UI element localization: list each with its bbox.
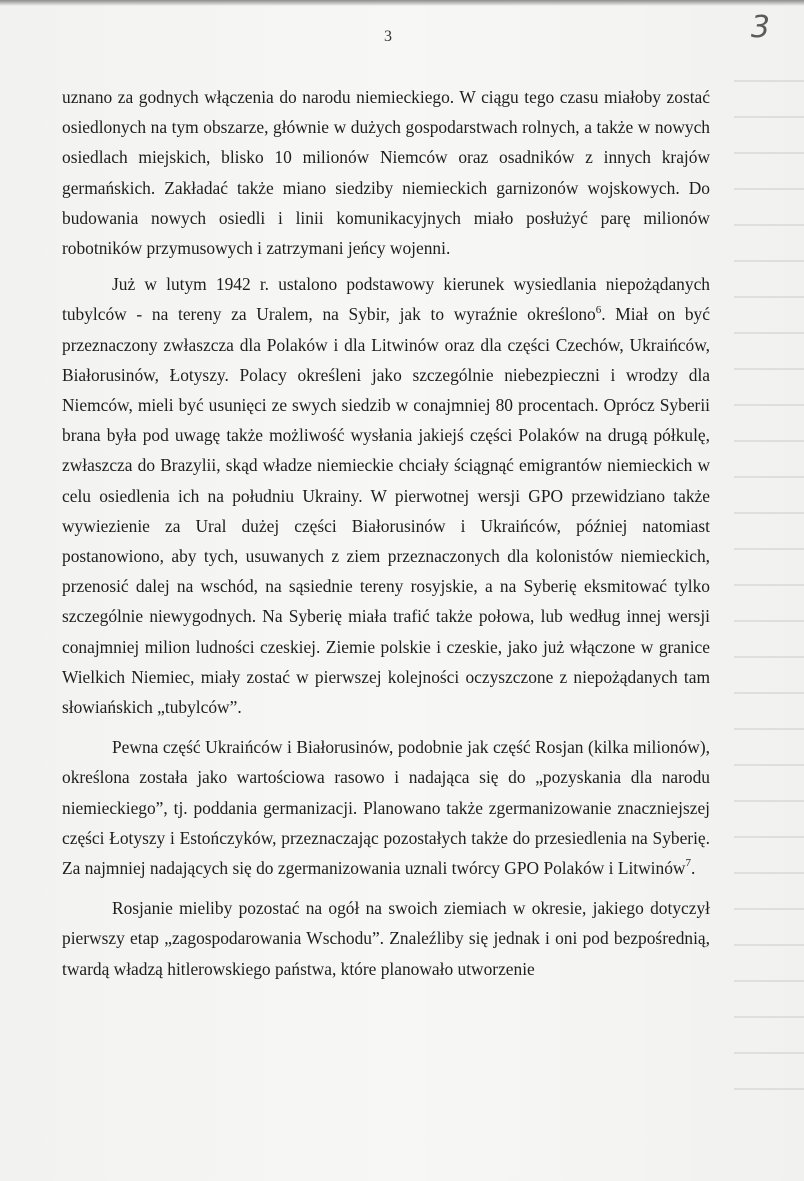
body-text bbox=[62, 82, 710, 984]
paragraph-2-text-a: Już w lutym 1942 r. ustalono podstawowy kierunek wysiedlania niepożądanych tubylców - na tereny za Uralem, na Sybir, jak to wyraźnie określono bbox=[62, 274, 710, 325]
paragraph-1: uznano za godnych włączenia do narodu niemieckiego. W ciągu tego czasu miałoby zostać osiedlonych na tym obszarze, głównie w dużych gospodarstwach rolnych, a także w nowych osiedlach miejskich, blisko 10 milionów Niemców oraz osadników z innych krajów germańskich. Zakładać także miano siedziby niemieckich garnizonów wojskowych. Do budowania nowych osiedli i linii komunikacyjnych miało posłużyć parę milionów robotników przymusowych i zatrzymani jeńcy wojenni. bbox=[62, 87, 710, 259]
footnote-ref-6: 6 bbox=[595, 303, 602, 316]
paragraph-3-text-b: . bbox=[690, 858, 696, 879]
scan-top-edge bbox=[0, 0, 804, 6]
paragraph-3 bbox=[62, 732, 710, 883]
show-through-text bbox=[734, 60, 804, 1120]
paragraph-3-text-a: Pewna część Ukraińców i Białorusinów, podobnie jak część Rosjan (kilka milionów), określona została jako wartościowa rasowo i nadająca się do „pozyskania dla narodu niemieckiego”, tj. poddania germanizacji. Planowano także zgermanizowanie znaczniejszej części Łotyszy i Estończyków, przeznaczając pozostałych także do przesiedlenia na Syberię. Za najmniej nadających się do zgermanizowania uznali twórcy GPO Polaków i Litwinów bbox=[62, 737, 710, 879]
page-number: 3 bbox=[384, 28, 392, 45]
footnote-ref-7: 7 bbox=[685, 857, 691, 870]
paragraph-4: Rosjanie mieliby pozostać na ogół na swoich ziemiach w okresie, jakiego dotyczył pierwszy etap „zagospodarowania Wschodu”. Znaleźliby się jednak i oni pod bezpośrednią, twardą władzą hitlerowskiego państwa, które planowało utworzenie bbox=[62, 898, 710, 979]
paragraph-2 bbox=[62, 269, 710, 722]
paragraph-2-text-b: . Miał on być przeznaczony zwłaszcza dla Polaków i dla Litwinów oraz dla części Czechów, Ukraińców, Białorusinów, Łotyszy. Polacy określeni jako szczególnie niebezpieczni i wrodzy dla Niemców, mieli być usunięci ze swych siedzib w conajmniej 80 procentach. Oprócz Syberii brana była pod uwagę także możliwość wysłania jakiejś części Polaków na drugą półkulę, zwłaszcza do Brazylii, skąd władze niemieckie chciały ściągnąć emigrantów niemieckich w celu osiedlenia ich na południu Ukrainy. W pierwotnej wersji GPO przewidziano także wywiezienie za Ural dużej części Białorusinów i Ukraińców, później natomiast postanowiono, aby tych, usuwanych z ziem przeznaczonych dla kolonistów niemieckich, przenosić dalej na wschód, na sąsiednie tereny rosyjskie, a na Syberię eksmitować tylko szczególnie niewygodnych. Na Syberię miała trafić także połowa, lub według innej wersji conajmniej milion ludności czeskiej. Ziemie polskie i czeskie, jako już włączone w granice Wielkich Niemiec, miały zostać w pierwszej kolejności oczyszczone z niepożądanych tam słowiańskich „tubylców”. bbox=[62, 304, 710, 718]
handwritten-page-mark: 3 bbox=[750, 10, 770, 45]
